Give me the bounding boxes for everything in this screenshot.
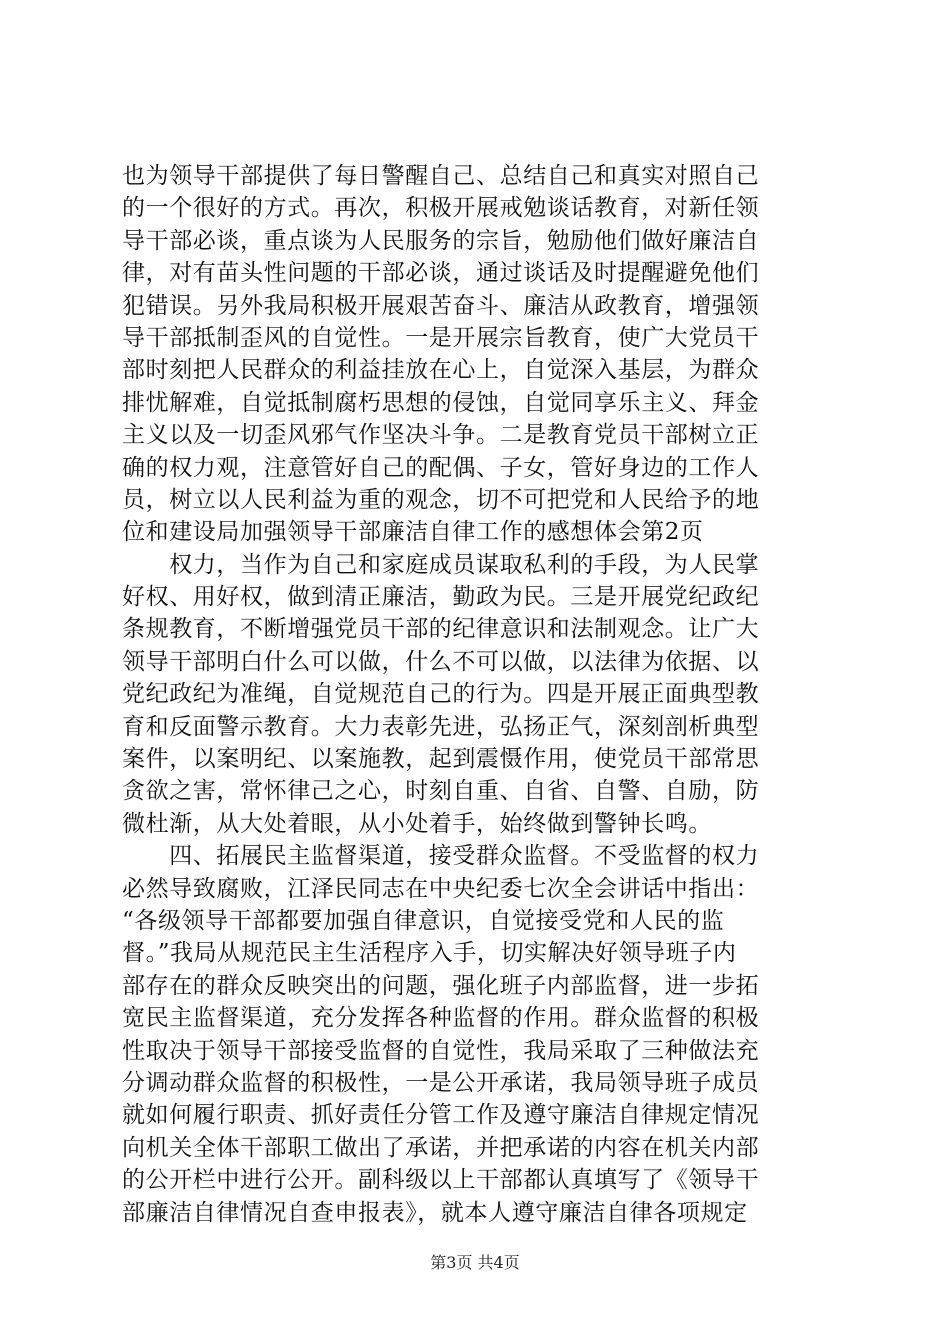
- text-line: 律，对有苗头性问题的干部必谈，通过谈话及时提醒避免他们: [122, 260, 760, 287]
- text-line: 部存在的群众反映突出的问题，强化班子内部监督，进一步拓: [122, 972, 760, 999]
- text-line: 的一个很好的方式。再次，积极开展戒勉谈话教育，对新任领: [122, 195, 760, 222]
- text-line: 员，树立以人民利益为重的观念，切不可把党和人民给予的地: [122, 486, 760, 513]
- text-line: 位和建设局加强领导干部廉洁自律工作的感想体会第2页: [122, 519, 704, 546]
- text-line: 宽民主监督渠道，充分发挥各种监督的作用。群众监督的积极: [122, 1005, 760, 1032]
- text-line: 也为领导干部提供了每日警醒自己、总结自己和真实对照自己: [122, 163, 760, 189]
- text-line: 好权、用好权，做到清正廉洁，勤政为民。三是开展党纪政纪: [122, 584, 760, 611]
- text-line: 权力，当作为自己和家庭成员谋取私利的手段，为人民掌: [122, 551, 760, 578]
- text-line: 导干部必谈，重点谈为人民服务的宗旨，勉励他们做好廉洁自: [122, 227, 760, 254]
- text-line: “各级领导干部都要加强自律意识，自觉接受党和人民的监: [122, 907, 725, 934]
- text-line: 领导干部明白什么可以做，什么不可以做，以法律为依据、以: [122, 648, 760, 675]
- text-line: 的公开栏中进行公开。副科级以上干部都认真填写了《领导干: [122, 1167, 760, 1194]
- text-line: 部廉洁自律情况自查申报表》，就本人遵守廉洁自律各项规定: [122, 1199, 748, 1226]
- body-text: [122, 160, 837, 1229]
- text-line: 向机关全体干部职工做出了承诺，并把承诺的内容在机关内部: [122, 1134, 760, 1161]
- text-line: 就如何履行职责、抓好责任分管工作及遵守廉洁自律规定情况: [122, 1102, 760, 1129]
- text-line: 四、拓展民主监督渠道，接受群众监督。不受监督的权力: [122, 843, 760, 870]
- text-line: 案件，以案明纪、以案施教，起到震慑作用，使党员干部常思: [122, 746, 760, 773]
- text-line: 主义以及一切歪风邪气作坚决斗争。二是教育党员干部树立正: [122, 422, 760, 449]
- text-line: 微杜渐，从大处着眼，从小处着手，始终做到警钟长鸣。: [122, 810, 712, 837]
- text-line: 督。”我局从规范民主生活程序入手，切实解决好领导班子内: [122, 940, 737, 967]
- text-line: 部时刻把人民群众的利益挂放在心上，自觉深入基层，为群众: [122, 357, 760, 384]
- text-line: 贪欲之害，常怀律己之心，时刻自重、自省、自警、自励，防: [122, 778, 760, 805]
- text-line: 条规教育，不断增强党员干部的纪律意识和法制观念。让广大: [122, 616, 760, 643]
- text-line: 性取决于领导干部接受监督的自觉性，我局采取了三种做法充: [122, 1037, 760, 1064]
- text-line: 导干部抵制歪风的自觉性。一是开展宗旨教育，使广大党员干: [122, 324, 760, 351]
- text-line: 党纪政纪为准绳，自觉规范自己的行为。四是开展正面典型教: [122, 681, 760, 708]
- text-line: 育和反面警示教育。大力表彰先进，弘扬正气，深刻剖析典型: [122, 713, 760, 740]
- text-line: 排忧解难，自觉抵制腐朽思想的侵蚀，自觉同享乐主义、拜金: [122, 389, 760, 416]
- text-line: 分调动群众监督的积极性，一是公开承诺，我局领导班子成员: [122, 1069, 760, 1096]
- text-line: 必然导致腐败，江泽民同志在中央纪委七次全会讲话中指出：: [122, 875, 760, 902]
- page-footer: 第3页 共4页: [430, 1253, 520, 1272]
- text-line: 确的权力观，注意管好自己的配偶、子女，管好身边的工作人: [122, 454, 760, 481]
- text-line: 犯错误。另外我局积极开展艰苦奋斗、廉洁从政教育，增强领: [122, 292, 760, 319]
